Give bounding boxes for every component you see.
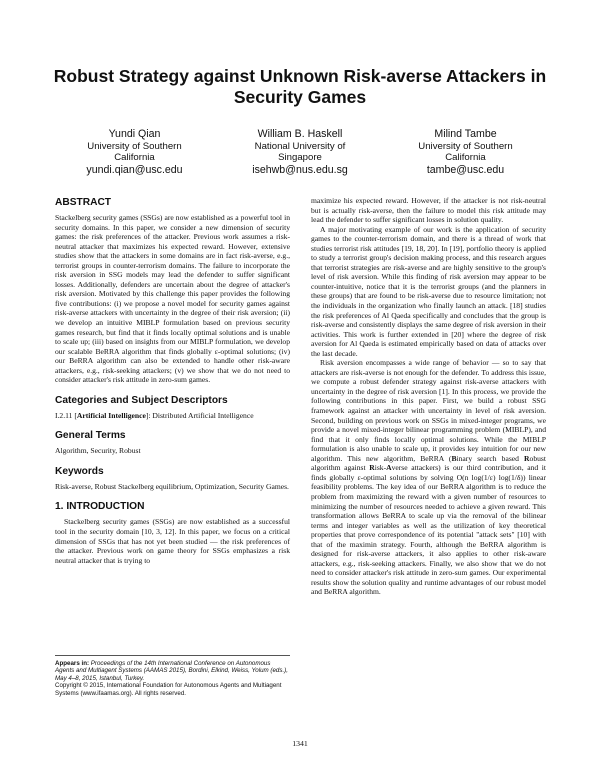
text-run: R bbox=[524, 453, 530, 463]
author-affiliation: National University of bbox=[254, 141, 346, 152]
author-affiliation: University of Southern bbox=[87, 141, 182, 152]
body-paragraph bbox=[311, 358, 546, 597]
author-name: Milind Tambe bbox=[434, 128, 497, 140]
author-affiliation: California bbox=[114, 152, 155, 164]
author-email: tambe@usc.edu bbox=[426, 163, 505, 176]
category-code: I.2.11 [ bbox=[55, 410, 77, 420]
author-1 bbox=[52, 128, 217, 177]
text-run: B bbox=[451, 453, 457, 463]
abstract-text: Stackelberg security games (SSGs) are now established as a powerful tool in security domains. In this paper, we consider a new dimension of security games: the risk preferences of the attacker. Previous work assumes a risk-neutral attacker that maximizes his expected reward. However, extensive studies show that the attackers in some domains are in fact risk-averse, e.g., terrorist groups in counter-terrorism domains. The failure to incorporate the risk aversion in SSG models may lead the defender to suffer significant losses. Additionally, defenders are uncertain about the degree of attacker's risk aversion. Motivated by this challenge this paper provides the following five contributions: (i) we propose a novel model for security games against risk-averse attackers with uncertainty in the degree of their risk aversion; (ii) we develop an intuitive MIBLP formulation based on previous security games research, but find that it finds locally optimal solutions and is unable to scale up; (iii) based on insights from our MIBLP formulation, we develop our scalable BeRRA algorithm that finds globally ε-optimal solutions; (iv) our BeRRA algorithm can also be extended to handle other risk-aware attackers, e.g., risk-seeking attackers; (v) we show that we do not need to consider attacker's risk attitude in zero-sum games. bbox=[55, 213, 290, 385]
author-affiliation: Singapore bbox=[278, 152, 322, 164]
text-run: Risk aversion encompasses a wide range of behavior — so to say that attackers are risk-averse is not enough for the defender. To address this issue, we compute a robust defender strategy against risk-averse attackers with uncertainty in the degree of risk aversion [1]. In this process, we provide the following contributions in this paper. First, we build a robust SSG framework against an attacker with uncertainty in level of risk aversion. Second, building on previous work on SSGs in mixed-integer programs, we provide a novel mixed-integer bilinear programming problem (MIBLP), and find that it only finds locally optimal solutions. While the MIBLP formulation is also unable to scale up, it provides key intuition for our new algorithm. This new algorithm, BeRRA ( bbox=[311, 358, 546, 463]
author-2 bbox=[218, 128, 383, 177]
author-block bbox=[52, 128, 548, 177]
author-name: Yundi Qian bbox=[108, 128, 161, 140]
general-terms-text: Algorithm, Security, Robust bbox=[55, 446, 141, 456]
text-run: obust algorithm against bbox=[311, 453, 546, 473]
text-run: verse attackers) is our third contribution, and it finds globally ε-optimal solutions by solving O(n log(1/ε) log(1/δ)) linear feasibility problems. The key idea of our BeRRA algorithm is to reduce the problem from maximizing the reward with a given number of resources to minimizing the number of resources needed to achieve a given reward. This transformation allows BeRRA to scale up via the removal of the bilinear terms and integer variables as well as the utilization of key theoretical properties that prove correspondence of its potential "attack sets" [10] with that of the maximin strategy. Fourth, although the BeRRA algorithm is designed for risk-averse attackers, it also applies to other risk-aware attackers, e.g., risk-seeking attackers. Finally, we also show that we do not need to consider attacker's risk attitude in zero-sum games. Our experimental results show the solution quality and runtime advantages of our robust model and BeRRA algorithm. bbox=[311, 463, 546, 597]
right-column bbox=[311, 196, 546, 597]
paper-title: Robust Strategy against Unknown Risk-averse Attackers in Security Games bbox=[53, 66, 547, 107]
keywords-text: Risk-averse, Robust Stackelberg equilibrium, Optimization, Security Games. bbox=[55, 481, 289, 491]
text-run: A bbox=[386, 463, 392, 473]
introduction-heading: 1. INTRODUCTION bbox=[55, 501, 145, 513]
author-affiliation: California bbox=[445, 152, 486, 164]
author-email: isehwb@nus.edu.sg bbox=[252, 163, 348, 176]
category-bold: Artificial Intelligence bbox=[76, 410, 146, 420]
author-name: William B. Haskell bbox=[257, 128, 343, 140]
author-3 bbox=[383, 128, 548, 177]
appears-in-label: Appears in: bbox=[55, 660, 90, 667]
body-paragraph: maximize his expected reward. However, if the attacker is not risk-neutral but is actually risk-averse, then the failure to model this risk attitude may lead the defender to suffer significant losses in solution quality. bbox=[311, 196, 546, 225]
text-run: R bbox=[369, 463, 375, 473]
left-column bbox=[55, 197, 290, 565]
appears-in bbox=[55, 660, 290, 682]
text-run: inary search based bbox=[456, 453, 525, 463]
copyright-text: Copyright © 2015, International Foundation for Autonomous Agents and Multiagent Systems (www.ifaamas.org). All rights reserved. bbox=[55, 682, 282, 697]
appears-in-text: Proceedings of the 14th International Conference on Autonomous Agents and Multiagent Systems (AAMAS 2015), Bordini, Elkind, Weiss, Yolum (eds.), May 4–8, 2015, Istanbul, Turkey. bbox=[55, 660, 288, 682]
categories-heading: Categories and Subject Descriptors bbox=[55, 394, 228, 406]
abstract-heading: ABSTRACT bbox=[55, 197, 112, 208]
author-affiliation: University of Southern bbox=[418, 141, 513, 152]
introduction-paragraph: Stackelberg security games (SSGs) are now established as a successful tool in the security domain [10, 3, 12]. In this paper, we focus on a critical dimension of SSGs that has not yet been studied — the risk preferences of the attacker. Previous work on game theory for SSGs emphasizes a risk neutral attacker that is trying to bbox=[55, 517, 290, 565]
categories-text bbox=[55, 411, 290, 421]
body-paragraph: A major motivating example of our work is the application of security games to the counter-terrorism domain, and there is a thread of work that studies terrorist risk attitudes [19, 18, 20]. In [19], portfolio theory is applied to study a terrorist group's decision making process, and this research argues that terrorist strategies are risk-averse and are highly sensitive to the group's level of risk aversion. While this finding of risk aversion may appear to be counter-intuitive, notice that it is the terrorist groups (and the planners in these groups) that are found to be risk-averse due to resource limitation; not the individuals in the organization who finally launch an attack. [18] studies the risk preferences of Al Qaeda specifically and concludes that the group is risk-averse and consistently displays the same degree of risk aversion in their activities. This work is further extended in [20] where the degree of risk aversion for Al Qaeda is estimated empirically based on data of attacks over the last decade. bbox=[311, 224, 546, 358]
author-email: yundi.qian@usc.edu bbox=[86, 163, 183, 176]
category-rest: ]: Distributed Artificial Intelligence bbox=[145, 410, 254, 420]
text-run: isk- bbox=[374, 463, 387, 473]
footnote bbox=[55, 655, 290, 697]
keywords-heading: Keywords bbox=[55, 465, 104, 477]
page-number: 1341 bbox=[292, 739, 308, 748]
general-terms-heading: General Terms bbox=[55, 430, 126, 442]
